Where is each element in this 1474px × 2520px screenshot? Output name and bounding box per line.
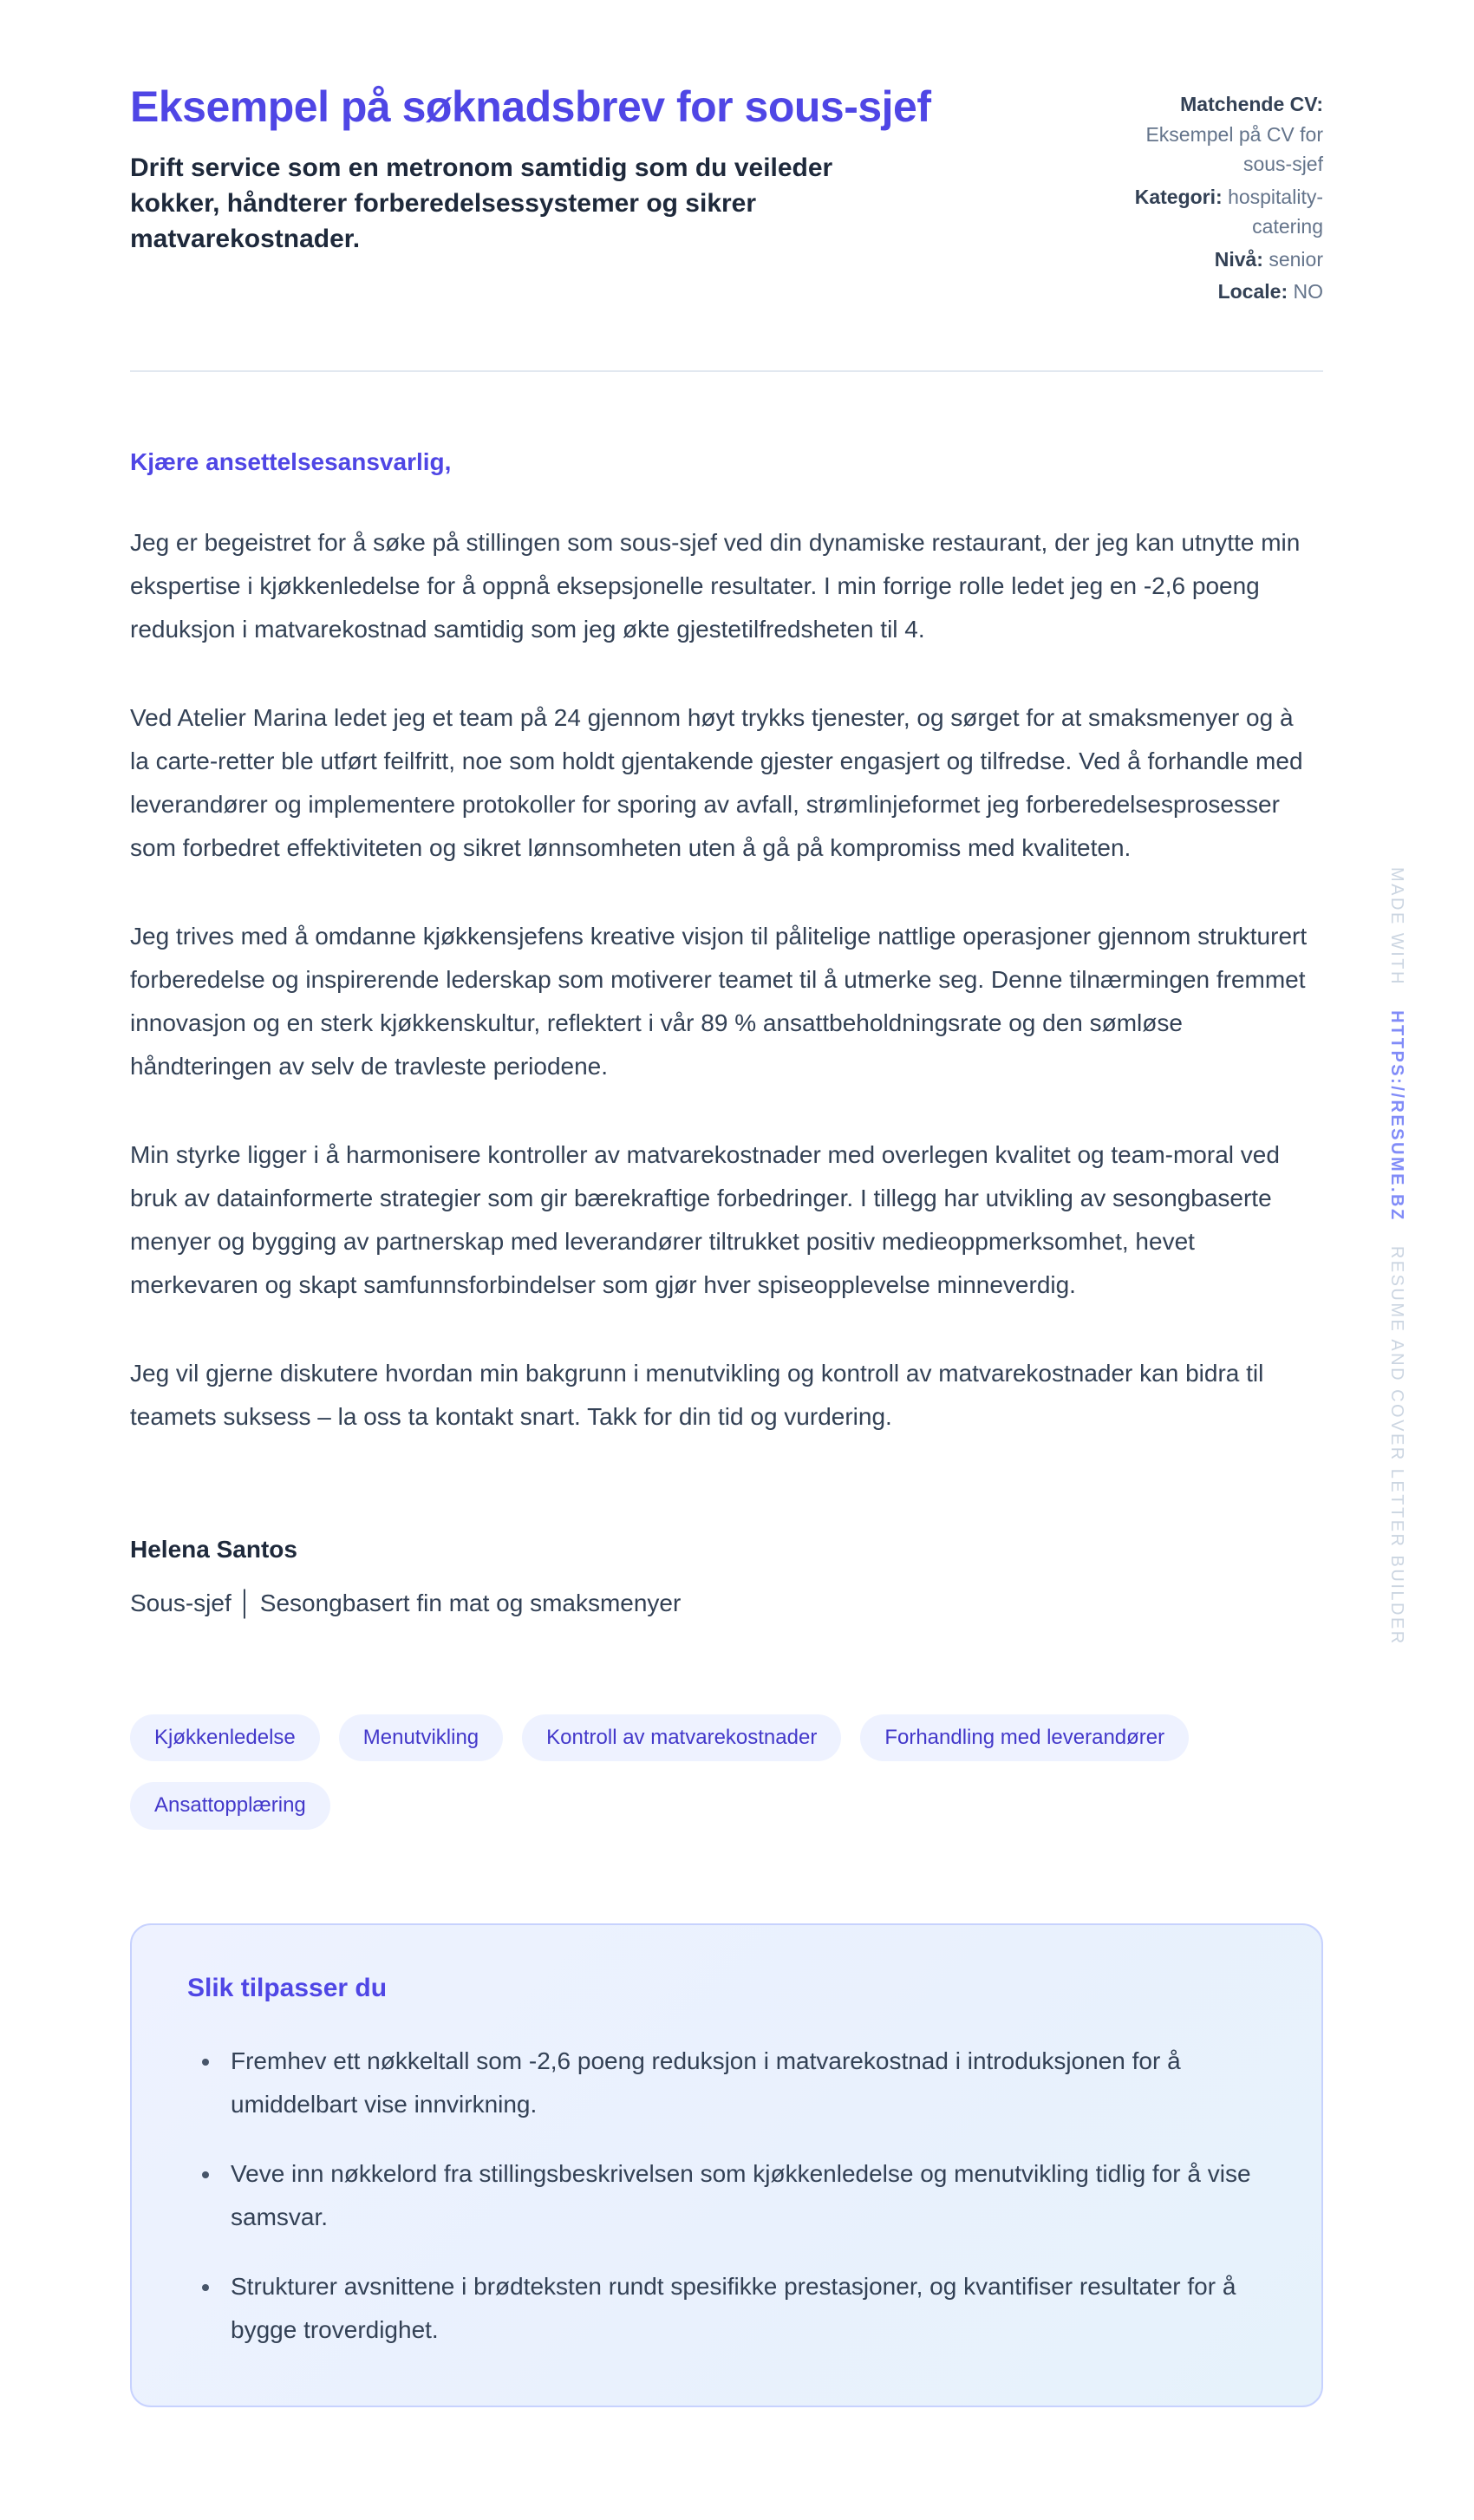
letter-paragraph: Jeg er begeistret for å søke på stillingen som sous-sjef ved din dynamiske restaurant, der jeg kan utnytte min ekspertise i kjøkkenledelse for å oppnå eksepsjonelle resultater. I min forrige rolle ledet jeg en -2,6 poeng reduksjon i matvarekostnad samtidig som jeg økte gjestetilfredsheten til 4. bbox=[130, 528, 1301, 643]
letter-body bbox=[130, 521, 1323, 1439]
letter-paragraph: Ved Atelier Marina ledet jeg et team på 24 gjennom høyt trykks tjenester, og sørget for at smaksmenyer og à la carte-retter ble utført feilfritt, noe som holdt gjentakende gjester engasjert og tilfredse. Ved å forhandle med leverandører og implementere protokoller for sporing av avfall, strømlinjeformet jeg forberedelsesprosesser som forbedret effektiviteten og sikret lønnsomheten uten å gå på kompromiss med kvaliteten. bbox=[130, 703, 1303, 861]
tips-card-title: Slik tilpasser du bbox=[187, 1974, 388, 2003]
meta-label: Kategori: bbox=[1134, 185, 1223, 208]
signature-name: Helena Santos bbox=[130, 1535, 297, 1563]
tip-item: • Strukturer avsnittene i brødteksten rundt spesifikke prestasjoner, og kvantifiser resultater for å bygge troverdighet. bbox=[222, 2265, 1266, 2352]
tag-list bbox=[130, 1714, 1323, 1831]
meta-row-matching-cv bbox=[1115, 89, 1323, 180]
watermark-suffix: RESUME AND COVER LETTER BUILDER bbox=[1387, 1245, 1406, 1646]
watermark bbox=[1386, 867, 1406, 1646]
letter-paragraph: Jeg vil gjerne diskutere hvordan min bakgrunn i menutvikling og kontroll av matvarekostnader kan bidra til teamets suksess – la oss ta kontakt snart. Takk for din tid og vurdering. bbox=[130, 1359, 1264, 1430]
meta-row-locale bbox=[1115, 277, 1323, 307]
tag-chip-staff-training: Ansattopplæring bbox=[130, 1782, 330, 1830]
meta-row-level bbox=[1115, 245, 1323, 275]
meta-panel bbox=[1115, 82, 1323, 310]
tips-card bbox=[130, 1923, 1323, 2407]
meta-label: Matchende CV: bbox=[1180, 93, 1323, 115]
watermark-link[interactable]: HTTPS://RESUME.BZ bbox=[1387, 1010, 1406, 1222]
tag-chip-food-cost-control: Kontroll av matvarekostnader bbox=[522, 1714, 841, 1762]
tag-chip-kitchen-management: Kjøkkenledelse bbox=[130, 1714, 320, 1762]
signature-role: Sous-sjef │ Sesongbasert fin mat og smaksmenyer bbox=[130, 1589, 682, 1616]
page-subtitle: Drift service som en metronom samtidig som du veileder kokker, håndterer forberedelsessystemer og sikrer matvarekostnader. bbox=[130, 153, 833, 254]
page-title: Eksempel på søknadsbrev for sous-sjef bbox=[130, 82, 931, 131]
header-text-block bbox=[130, 82, 931, 258]
letter-paragraph: Min styrke ligger i å harmonisere kontroller av matvarekostnader med overlegen kvalitet og team-moral ved bruk av datainformerte strategier som gir bærekraftige forbedringer. I tillegg har utvikling av sesongbaserte menyer og bygging av partnerskap med leverandører tiltrukket positiv medieoppmerksomhet, hevet merkevaren og skapt samfunnsforbindelser som gjør hver spiseopplevelse minneverdig. bbox=[130, 1140, 1280, 1298]
tips-list bbox=[187, 2040, 1266, 2352]
tip-item: • Veve inn nøkkelord fra stillingsbeskrivelsen som kjøkkenledelse og menutvikling tidlig for å vise samsvar. bbox=[222, 2152, 1266, 2239]
meta-label: Locale: bbox=[1217, 280, 1288, 303]
signature-block bbox=[130, 1536, 1323, 1617]
letter-paragraph: Jeg trives med å omdanne kjøkkensjefens kreative visjon til pålitelige nattlige operasjoner gjennom strukturert forberedelse og inspirerende lederskap som motiverer teamet til å utmerke seg. Denne tilnærmingen fremmet innovasjon og en sterk kjøkkenskultur, reflektert i vår 89 % ansattbeholdningsrate og den sømløse håndteringen av selv de travleste periodene. bbox=[130, 922, 1308, 1080]
meta-value: NO bbox=[1293, 280, 1323, 303]
header-divider bbox=[130, 370, 1323, 372]
meta-label: Nivå: bbox=[1214, 247, 1263, 271]
tag-chip-supplier-negotiation: Forhandling med leverandører bbox=[860, 1714, 1189, 1762]
tag-chip-menu-development: Menutvikling bbox=[339, 1714, 503, 1762]
header bbox=[130, 82, 1323, 310]
meta-value: hospitality-catering bbox=[1228, 185, 1323, 238]
watermark-prefix: MADE WITH bbox=[1387, 867, 1406, 986]
tip-item: • Fremhev ett nøkkeltall som -2,6 poeng reduksjon i matvarekostnad i introduksjonen for å umiddelbart vise innvirkning. bbox=[222, 2040, 1266, 2126]
meta-value: Eksempel på CV for sous-sjef bbox=[1145, 122, 1323, 175]
meta-row-category bbox=[1115, 182, 1323, 242]
letter-greeting: Kjære ansettelsesansvarlig, bbox=[130, 447, 452, 475]
meta-value: senior bbox=[1269, 247, 1323, 271]
